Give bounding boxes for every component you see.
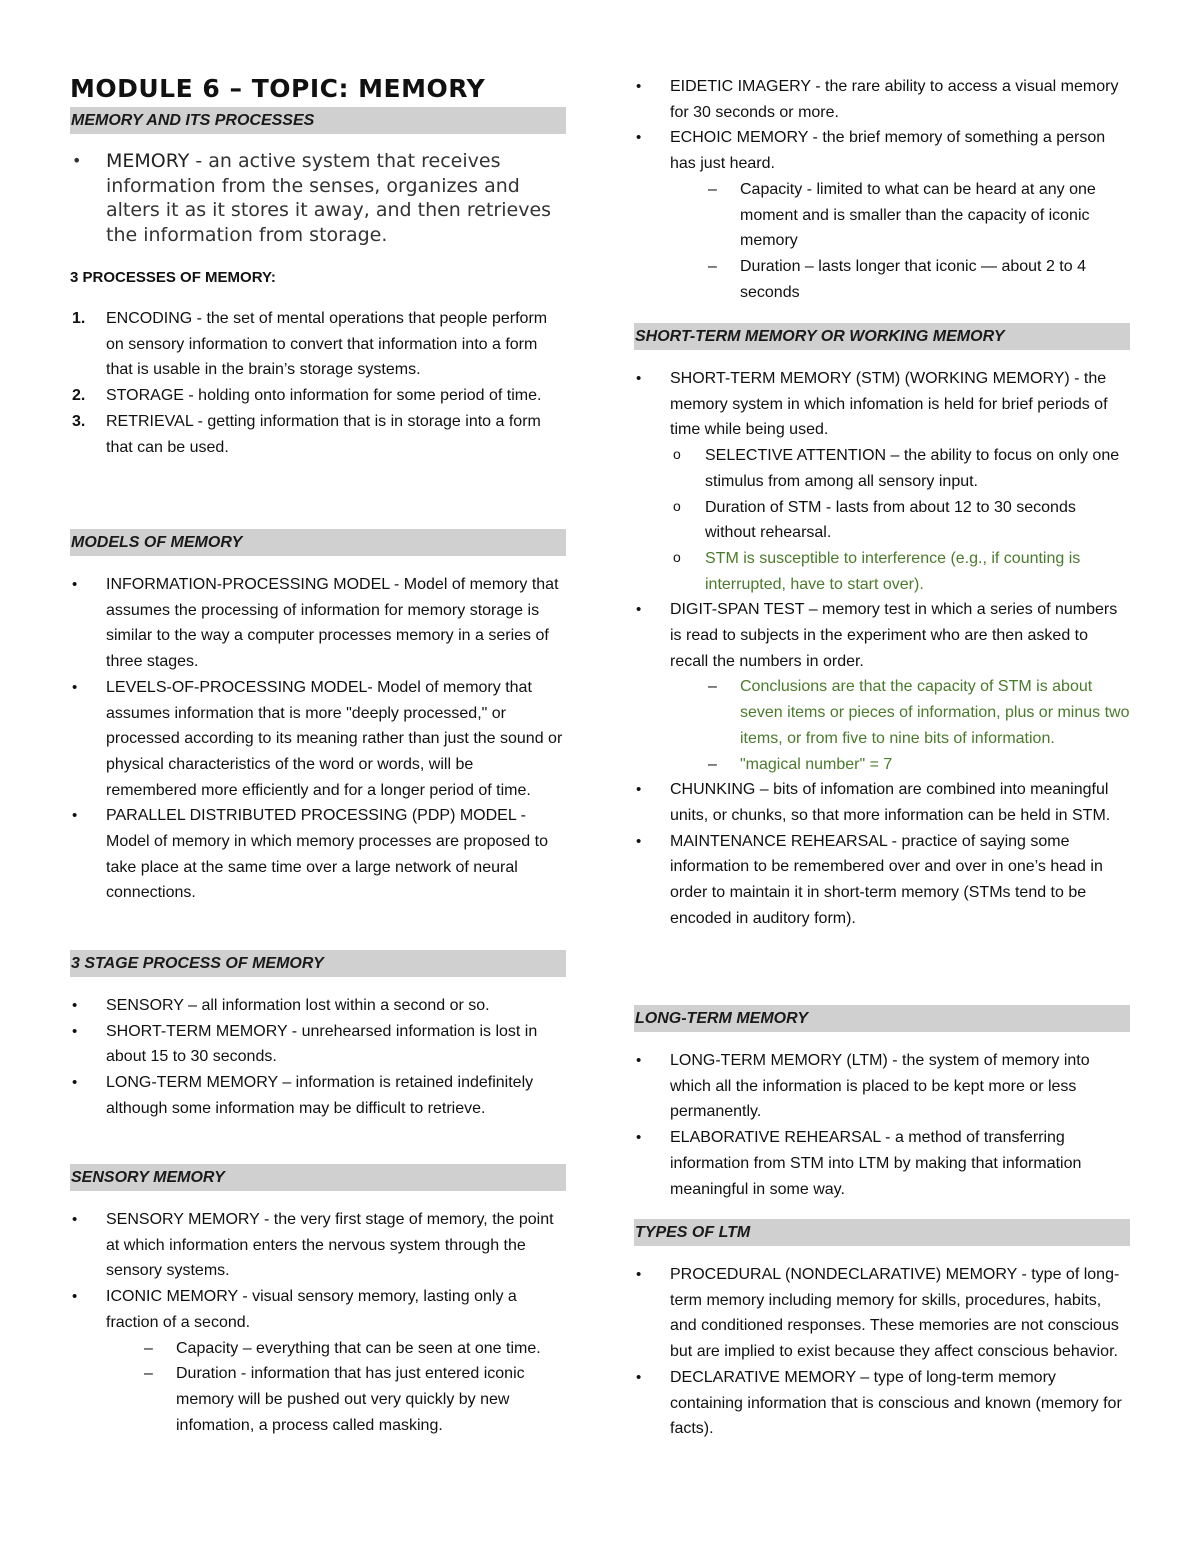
list-item: 1. ENCODING - the set of mental operations that people perform on sensory information to convert that information into a form that is usable in the brain’s storage systems.: [72, 310, 548, 379]
list-item: • LONG-TERM MEMORY (LTM) - the system of memory into which all the information is placed to be kept more or less permanently.: [636, 1052, 1090, 1121]
list-item: 3. RETRIEVAL - getting information that is in storage into a form that can be used.: [72, 412, 541, 456]
list-item: • PROCEDURAL (NONDECLARATIVE) MEMORY - type of long-term memory including memory for skills, procedures, habits, and conditioned responses. These memories are not conscious but are implied to exist because they affect conscious behavior.: [636, 1266, 1120, 1361]
types-list: [634, 1262, 1130, 1442]
section-heading-processes: MEMORY AND ITS PROCESSES: [70, 107, 566, 134]
list-item: • PARALLEL DISTRIBUTED PROCESSING (PDP) MODEL - Model of memory in which memory processes are proposed to take place at the same time over a large network of neural connections.: [72, 807, 548, 902]
list-item: • LONG-TERM MEMORY – information is retained indefinitely although some information may be difficult to retrieve.: [72, 1074, 534, 1117]
section-heading-sensory: SENSORY MEMORY: [70, 1164, 566, 1191]
list-item: • ECHOIC MEMORY - the brief memory of something a person has just heard.: [636, 129, 1106, 173]
sub-list-item: – Duration – lasts longer that iconic — about 2 to 4 seconds: [708, 257, 1086, 301]
sub-list-item-highlight: – Conclusions are that the capacity of STM is about seven items or pieces of information, plus or minus two items, or from five to nine bits of information.: [708, 678, 1130, 747]
section-heading-stm: SHORT-TERM MEMORY OR WORKING MEMORY: [634, 323, 1130, 350]
memory-def-text: - an active system that receives information from the senses, organizes and alters it as it stores it away, and then retrieves the information from storage.: [106, 150, 552, 246]
list-item: • ELABORATIVE REHEARSAL - a method of transferring information from STM into LTM by making that information meaningful in some way.: [636, 1129, 1082, 1198]
list-item: • SHORT-TERM MEMORY - unrehearsed information is lost in about 15 to 30 seconds.: [72, 1022, 538, 1066]
sub-list-item: – Capacity - limited to what can be heard at any one moment and is smaller than the capacity of iconic memory: [708, 180, 1096, 250]
section-heading-ltm: LONG-TERM MEMORY: [634, 1005, 1130, 1032]
list-item: • DIGIT-SPAN TEST – memory test in which a series of numbers is read to subjects in the experiment who are then asked to recall the numbers in order.: [636, 601, 1118, 670]
sensory-continued-list: [634, 74, 1130, 305]
list-item: • SENSORY MEMORY - the very first stage of memory, the point at which information enters the nervous system through the sensory systems.: [72, 1211, 554, 1280]
list-item: • DECLARATIVE MEMORY – type of long-term memory containing information that is conscious and known (memory for facts).: [636, 1368, 1122, 1438]
sub-list-item: o SELECTIVE ATTENTION – the ability to focus on only one stimulus from among all sensory input.: [673, 446, 1120, 490]
list-item: • SHORT-TERM MEMORY (STM) (WORKING MEMORY) - the memory system in which infomation is held for brief periods of time while being used.: [636, 370, 1108, 439]
list-item: • MAINTENANCE REHEARSAL - practice of saying some information to be remembered over and over in one’s head in order to maintain it in short-term memory (STMs tend to be encoded in auditory form).: [636, 832, 1103, 927]
list-item: • ICONIC MEMORY - visual sensory memory, lasting only a fraction of a second.: [72, 1288, 517, 1331]
list-item: • CHUNKING – bits of infomation are combined into meaningful units, or chunks, so that more information can be held in STM.: [636, 781, 1111, 824]
list-item: • EIDETIC IMAGERY - the rare ability to access a visual memory for 30 seconds or more.: [636, 78, 1119, 121]
processes-list: [70, 306, 566, 460]
page-title: MODULE 6 – TOPIC: MEMORY: [70, 74, 486, 103]
sub-list-item: – Duration - information that has just entered iconic memory will be pushed out very quickly by new infomation, a process called masking.: [144, 1365, 525, 1434]
list-item: • SENSORY – all information lost within a second or so.: [72, 997, 490, 1014]
list-item: 2. STORAGE - holding onto information for some period of time.: [72, 387, 542, 405]
section-heading-types: TYPES OF LTM: [634, 1219, 1130, 1246]
sensory-list: [70, 1207, 566, 1438]
ltm-list: [634, 1048, 1130, 1202]
memory-term: MEMORY: [106, 150, 190, 172]
sub-list-item-highlight: o STM is susceptible to interference (e.g., if counting is interrupted, have to start over).: [673, 548, 1081, 593]
stm-list: [634, 366, 1130, 931]
stages-list: [70, 993, 566, 1122]
sub-list-item: o Duration of STM - lasts from about 12 to 30 seconds without rehearsal.: [673, 497, 1076, 542]
list-item: • LEVELS-OF-PROCESSING MODEL- Model of memory that assumes information that is more "deeply processed," or processed according to its meaning rather than just the sound or physical characteristics of the word or words, will be remembered more efficiently and for a longer period of time.: [72, 678, 563, 799]
three-processes-heading: 3 PROCESSES OF MEMORY:: [70, 269, 276, 286]
sub-list-item: – Capacity – everything that can be seen at one time.: [144, 1339, 541, 1357]
section-heading-stages: 3 STAGE PROCESS OF MEMORY: [70, 950, 566, 977]
list-item: • INFORMATION-PROCESSING MODEL - Model of memory that assumes the processing of information for memory storage is similar to the way a computer processes memory in a series of three stages.: [72, 576, 559, 671]
memory-definition: • MEMORY - an active system that receives information from the senses, organizes and alters it as it stores it away, and then retrieves the information from storage.: [72, 150, 552, 246]
section-heading-models: MODELS OF MEMORY: [70, 529, 566, 556]
models-list: [70, 572, 566, 906]
sub-list-item-highlight: – "magical number" = 7: [708, 755, 893, 773]
